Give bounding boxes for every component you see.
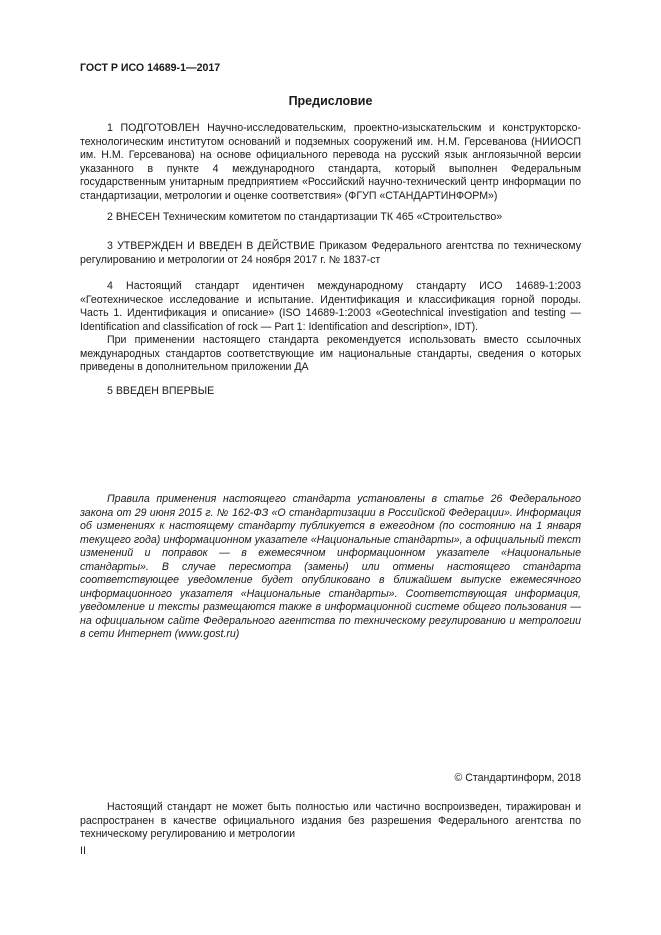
copyright-line: © Стандартинформ, 2018 xyxy=(454,772,581,784)
section-4-identity xyxy=(80,280,581,375)
document-id-header: ГОСТ Р ИСО 14689-1—2017 xyxy=(80,62,221,74)
page-title: Предисловие xyxy=(288,94,373,108)
section-2-submitted-by: 2 ВНЕСЕН Техническим комитетом по стандартизации ТК 465 «Строительство» xyxy=(107,211,503,223)
section-1-prepared-by: 1 ПОДГОТОВЛЕН Научно-исследовательским, проектно-изыскательским и конструкторско-технологическим институтом оснований и подземных сооружений им. Н.М. Герсеванова (НИИОСП им. Н.М. Герсеванова) на основе официального перевода на русский язык англоязычной версии указанного в пункте 4 международного стандарта, который выполнен Федеральным государственным унитарным предприятием «Российский научно-технический центр информации по стандартизации, метрологии и оценке соответствия» (ФГУП «СТАНДАРТИНФОРМ») xyxy=(80,122,581,202)
section-3-approved: 3 УТВЕРЖДЕН И ВВЕДЕН В ДЕЙСТВИЕ Приказом Федерального агентства по техническому регулированию и метрологии от 24 ноября 2017 г. № 1837-ст xyxy=(80,240,581,266)
section-5-introduced: 5 ВВЕДЕН ВПЕРВЫЕ xyxy=(107,385,215,397)
reproduction-restriction-text: Настоящий стандарт не может быть полностью или частично воспроизведен, тиражирован и распространен в качестве официального издания без разрешения Федерального агентства по техническому регулированию и метрологии xyxy=(80,801,581,840)
page-number: II xyxy=(80,845,86,857)
section-4-paragraph-1: 4 Настоящий стандарт идентичен международному стандарту ИСО 14689-1:2003 «Геотехническое исследование и испытание. Идентификация и классификация горной породы. Часть 1. Идентификация и описание» (ISO 14689-1:2003 «Geotechnical investigation and testing — Identification and classification of rock — Part 1: Identification and description», IDT). xyxy=(80,280,581,333)
application-rules-notice: Правила применения настоящего стандарта установлены в статье 26 Федерального закона от 29 июня 2015 г. № 162-ФЗ «О стандартизации в Российской Федерации». Информация об изменениях к настоящему стандарту публикуется в ежегодном (по состоянию на 1 января текущего года) информационном указателе «Национальные стандарты», а официальный текст изменений и поправок — в ежемесячном информационном указателе «Национальные стандарты». В случае пересмотра (замены) или отмены настоящего стандарта соответствующее уведомление будет опубликовано в ближайшем выпуске ежемесячного информационного указателя «Национальные стандарты». Соответствующая информация, уведомление и тексты размещаются также в информационной системе общего пользования — на официальном сайте Федерального агентства по техническому регулированию и метрологии в сети Интернет (www.gost.ru) xyxy=(80,493,581,640)
section-4-paragraph-2: При применении настоящего стандарта рекомендуется использовать вместо ссылочных международных стандартов соответствующие им национальные стандарты, сведения о которых приведены в дополнительном приложении ДА xyxy=(80,334,581,373)
